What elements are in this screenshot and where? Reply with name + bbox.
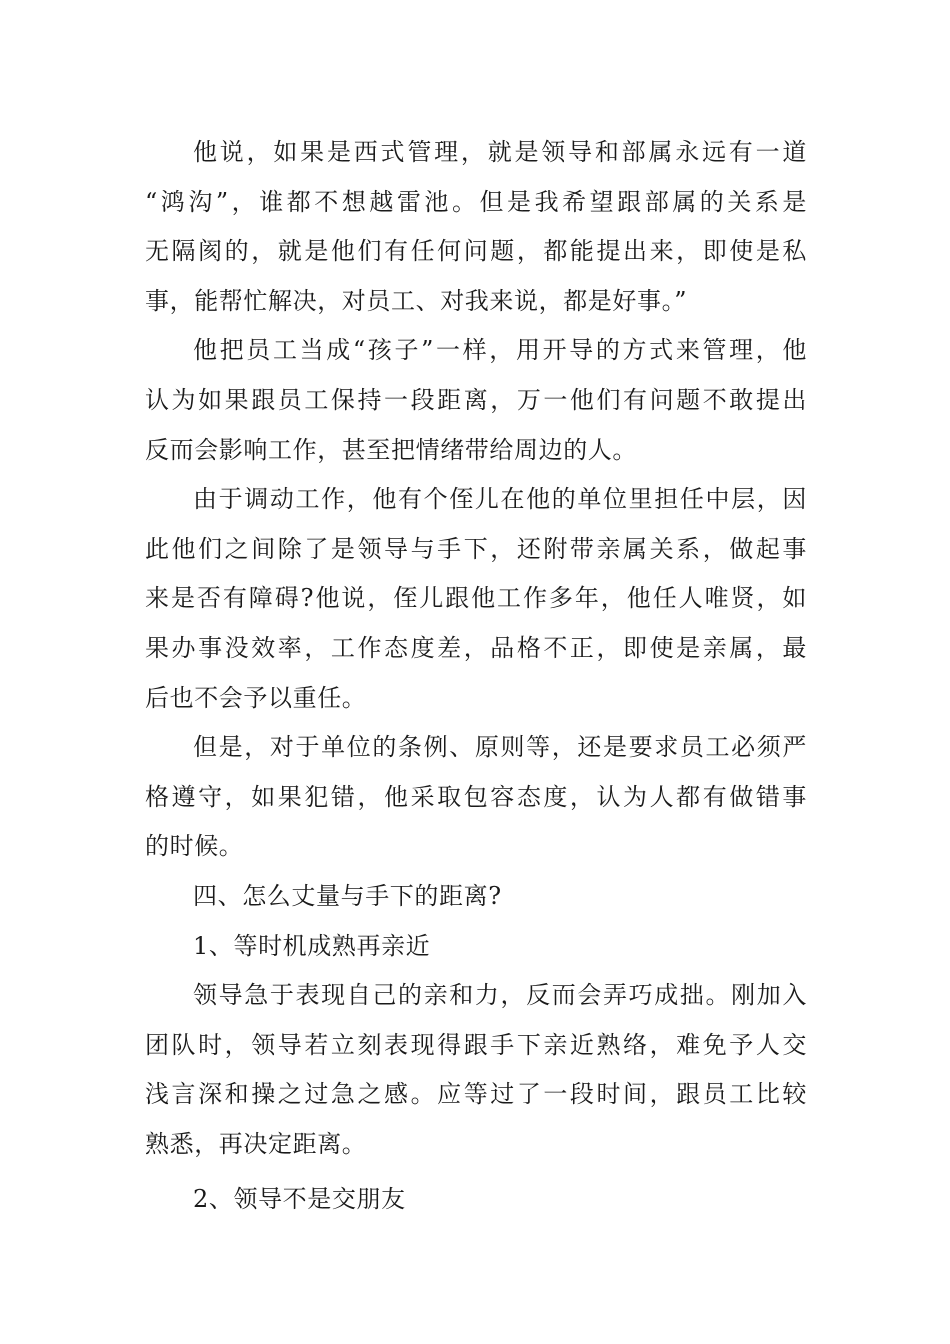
document-body xyxy=(145,128,807,1225)
paragraph-line: 事，能帮忙解决，对员工、对我来说，都是好事。” xyxy=(145,286,688,315)
paragraph-line: 他说，如果是西式管理，就是领导和部属永远有一道 xyxy=(193,138,807,166)
paragraph-eager-affinity xyxy=(145,971,807,1169)
paragraph-line: 由于调动工作，他有个侄儿在他的单位里担任中层，因 xyxy=(193,485,807,514)
subheading-timing xyxy=(145,922,807,972)
paragraph-line: 认为如果跟员工保持一段距离，万一他们有问题不敢提出 xyxy=(145,385,807,414)
paragraph-nephew-relationship xyxy=(145,475,807,723)
paragraph-line: 浅言深和操之过急之感。应等过了一段时间，跟员工比较 xyxy=(145,1080,807,1109)
paragraph-rules-compliance xyxy=(145,723,807,872)
paragraph-line: 他把员工当成“孩子”一样，用开导的方式来管理，他 xyxy=(193,336,807,365)
paragraph-line: 果办事没效率，工作态度差，品格不正，即使是亲属，最 xyxy=(145,633,807,662)
paragraph-line: 无隔阂的，就是他们有任何问题，都能提出来，即使是私 xyxy=(145,237,807,266)
section-heading-measure-distance xyxy=(145,872,807,922)
paragraph-line: 团队时，领导若立刻表现得跟手下亲近熟络，难免予人交 xyxy=(145,1030,807,1059)
paragraph-line: 领导急于表现自己的亲和力，反而会弄巧成拙。刚加入 xyxy=(193,981,807,1010)
section-heading: 四、怎么丈量与手下的距离? xyxy=(193,881,502,910)
subsection-heading: 1、等时机成熟再亲近 xyxy=(193,931,431,960)
paragraph-employees-as-children xyxy=(145,326,807,475)
paragraph-line: 熟悉，再决定距离。 xyxy=(145,1129,367,1158)
paragraph-line: 的时候。 xyxy=(145,832,244,861)
paragraph-line: 后也不会予以重任。 xyxy=(145,683,367,712)
paragraph-line: 来是否有障碍?他说，侄儿跟他工作多年，他任人唯贤，如 xyxy=(145,584,807,613)
paragraph-line: 此他们之间除了是领导与手下，还附带亲属关系，做起事 xyxy=(145,534,807,563)
paragraph-line: “鸿沟”，谁都不想越雷池。但是我希望跟部属的关系是 xyxy=(145,187,807,216)
subheading-not-friends xyxy=(145,1175,807,1225)
paragraph-quote-western-management xyxy=(145,128,807,326)
paragraph-line: 格遵守，如果犯错，他采取包容态度，认为人都有做错事 xyxy=(145,782,807,811)
subsection-heading: 2、领导不是交朋友 xyxy=(193,1185,406,1214)
paragraph-line: 但是，对于单位的条例、原则等，还是要求员工必须严 xyxy=(193,733,807,762)
paragraph-line: 反而会影响工作，甚至把情绪带给周边的人。 xyxy=(145,435,637,464)
